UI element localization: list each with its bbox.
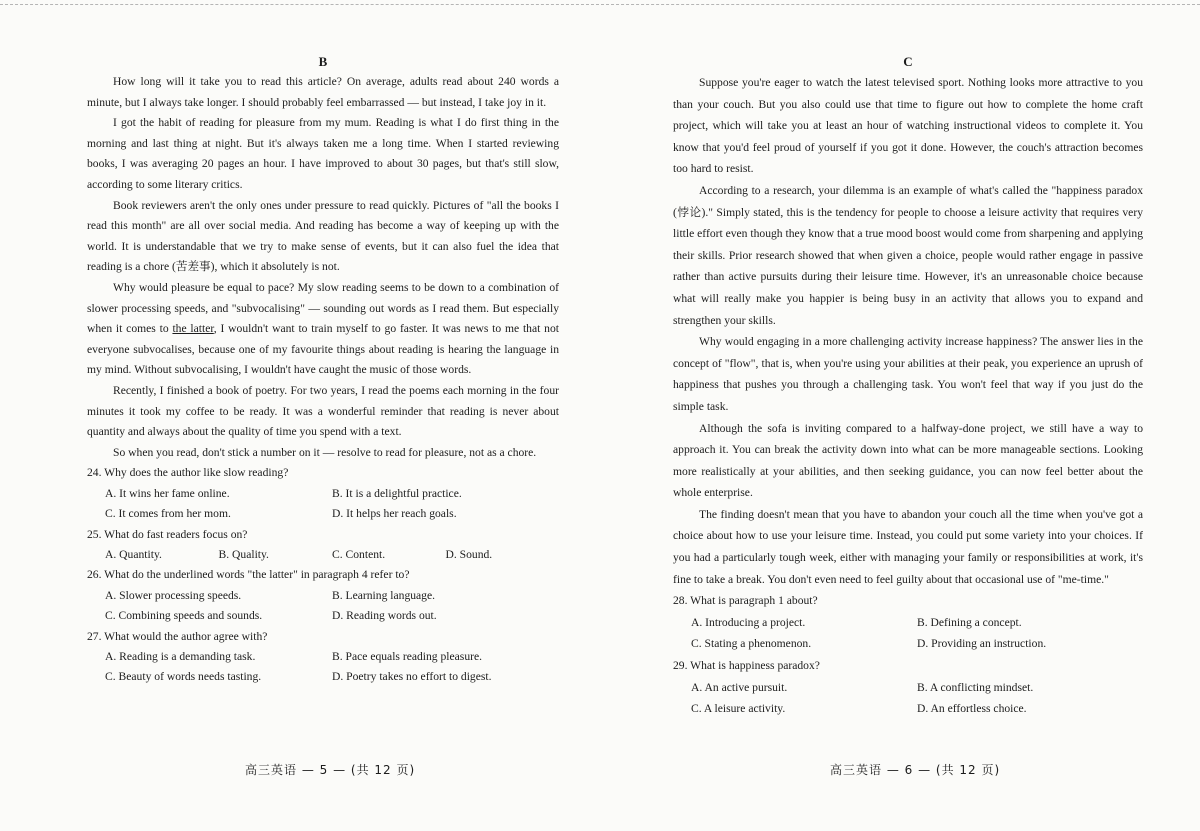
options-row [105, 545, 559, 565]
question-stem: 25. What do fast readers focus on? [87, 527, 248, 541]
passage-paragraph: Suppose you're eager to watch the latest televised sport. Nothing looks more attractive to you than your couch. But you also could use that time to figure out how to complete the home craft project, which will take you at least an hour of watching instructional videos to complete it. You know that you'd feel proud of yourself if you got it done. However, the couch's attraction becomes too hard to resist. [673, 76, 1143, 176]
options-row [691, 677, 1143, 699]
question-27 [87, 627, 559, 688]
option-c: C. A leisure activity. [691, 702, 786, 716]
passage-paragraph: I got the habit of reading for pleasure from my mum. Reading is what I do first thing in the morning and last thing at night. But it's always taken me a long time. When I started reviewing books, I was averaging 20 pages an hour. I have improved to about 30 pages, but that's still slow, according to some literary critics. [87, 116, 559, 191]
question-stem: 24. Why does the author like slow reading? [87, 466, 289, 480]
question-26 [87, 565, 559, 626]
passage-paragraph: Recently, I finished a book of poetry. For two years, I read the poems each morning in the four minutes it took my coffee to be ready. It was a wonderful reminder that reading is never about quantity and always about the quality of time you spend with a text. [87, 383, 559, 439]
options-row [105, 504, 559, 524]
paragraph-text: Why would pleasure be equal to pace? My slow reading seems to be down to a combination of slower processing speeds, and "subvocalising" — sounding out words as I read them. But especially when it comes to [87, 280, 559, 336]
passage-b [87, 72, 559, 463]
option-a: A. Introducing a project. [691, 615, 806, 629]
options [691, 612, 1143, 655]
passage-paragraph: Book reviewers aren't the only ones under pressure to read quickly. Pictures of "all the books I read this month" are all over social media. And reading has become a way of keeping up with the world. It is understandable that we try to make sense of events, but it can also fuel the idea that reading is a chore (苦差事), which it absolutely is not. [87, 198, 559, 274]
option-d: D. Poetry takes no effort to digest. [332, 670, 492, 684]
option-c: C. Content. [332, 547, 386, 561]
section-title-c: C [903, 54, 913, 69]
question-25 [87, 525, 559, 566]
passage-paragraph [87, 278, 559, 381]
question-stem: 29. What is happiness paradox? [673, 659, 820, 673]
option-a: A. Quantity. [105, 547, 162, 561]
question-24 [87, 463, 559, 524]
page-footer-right: 高三英语 — 6 — (共 12 页) [830, 763, 1001, 777]
option-c: C. Stating a phenomenon. [691, 637, 812, 651]
paragraph-text: , I wouldn't want to train myself to go faster. It was news to me that not everyone subvocalises, because one of my favourite things about reading is hearing the language in my mind. Without subvocalising, I wouldn't have caught the music of those words. [87, 322, 559, 377]
passage-paragraph: Although the sofa is inviting compared to a halfway-done project, we still have a way to approach it. You can break the activity down into what can be more manageable sections. Looking more realistically at your abilities, and then seeking guidance, you can now feel better about the whole enterprise. [673, 421, 1143, 500]
left-page [87, 52, 559, 688]
question-29 [673, 655, 1143, 720]
passage-paragraph: Why would engaging in a more challenging activity increase happiness? The answer lies in the concept of "flow", that is, when you're using your abilities at their peak, you experience an uprush of happiness that pushes you through a challenging task. You won't feel that way if you just do the simple task. [673, 335, 1143, 413]
question-28 [673, 590, 1143, 655]
option-a: A. It wins her fame online. [105, 486, 230, 500]
page-footer-left: 高三英语 — 5 — (共 12 页) [245, 763, 416, 777]
option-b: B. Defining a concept. [917, 615, 1022, 629]
options [105, 647, 559, 688]
option-a: A. Slower processing speeds. [105, 588, 242, 602]
option-d: D. It helps her reach goals. [332, 507, 457, 521]
option-a: A. Reading is a demanding task. [105, 649, 256, 663]
option-d: D. Sound. [445, 547, 493, 561]
option-b: B. Pace equals reading pleasure. [332, 649, 483, 663]
options-row [105, 606, 559, 626]
section-title-b: B [318, 54, 328, 69]
question-stem: 27. What would the author agree with? [87, 629, 268, 643]
options [105, 586, 559, 627]
option-b: B. A conflicting mindset. [917, 680, 1034, 694]
option-c: C. It comes from her mom. [105, 507, 231, 521]
option-a: A. An active pursuit. [691, 680, 788, 694]
options [105, 545, 559, 565]
options-row [105, 667, 559, 687]
passage-c [673, 72, 1143, 590]
passage-paragraph: The finding doesn't mean that you have to abandon your couch all the time when you've got a choice about how to use your leisure time. Instead, you could put some variety into your choices. If you had a particularly tough week, either with managing your family or responsibilities at work, it's fine to take a break. You don't even need to feel guilty about that occasional use of "me-time." [673, 507, 1143, 586]
option-d: D. Reading words out. [332, 609, 437, 623]
underlined-words: the latter [172, 322, 214, 336]
option-d: D. An effortless choice. [917, 702, 1027, 716]
top-border [0, 4, 1200, 5]
options [105, 484, 559, 525]
options-row [105, 647, 559, 667]
passage-paragraph: According to a research, your dilemma is an example of what's called the "happiness paradox (悖论)." Simply stated, this is the tendency for people to choose a leisure activity that requires very little effort even though they know that a true mood boost would come from sharpening and applying their skills. Prior research showed that when given a choice, people would rather engage in passive rather than active pursuits during their leisure time. However, it's an unreasonable choice because what will really make you happier is being busy in an activity that allows you to expand and strengthen your skills. [673, 183, 1143, 327]
passage-paragraph: How long will it take you to read this article? On average, adults read about 240 words a minute, but I always take longer. I should probably feel embarrassed — but instead, I take joy in it. [87, 75, 559, 109]
options-row [691, 612, 1143, 634]
options-row [691, 698, 1143, 720]
option-b: B. Quality. [218, 547, 269, 561]
option-b: B. It is a delightful practice. [332, 486, 462, 500]
options-row [105, 484, 559, 504]
question-stem: 26. What do the underlined words "the latter" in paragraph 4 refer to? [87, 568, 410, 582]
right-page [673, 52, 1143, 720]
option-c: C. Combining speeds and sounds. [105, 609, 263, 623]
option-c: C. Beauty of words needs tasting. [105, 670, 262, 684]
options-row [105, 586, 559, 606]
option-d: D. Providing an instruction. [917, 637, 1047, 651]
options-row [691, 633, 1143, 655]
option-b: B. Learning language. [332, 588, 436, 602]
question-stem: 28. What is paragraph 1 about? [673, 594, 818, 608]
options [691, 677, 1143, 720]
passage-paragraph: So when you read, don't stick a number on it — resolve to read for pleasure, not as a chore. [113, 445, 537, 459]
